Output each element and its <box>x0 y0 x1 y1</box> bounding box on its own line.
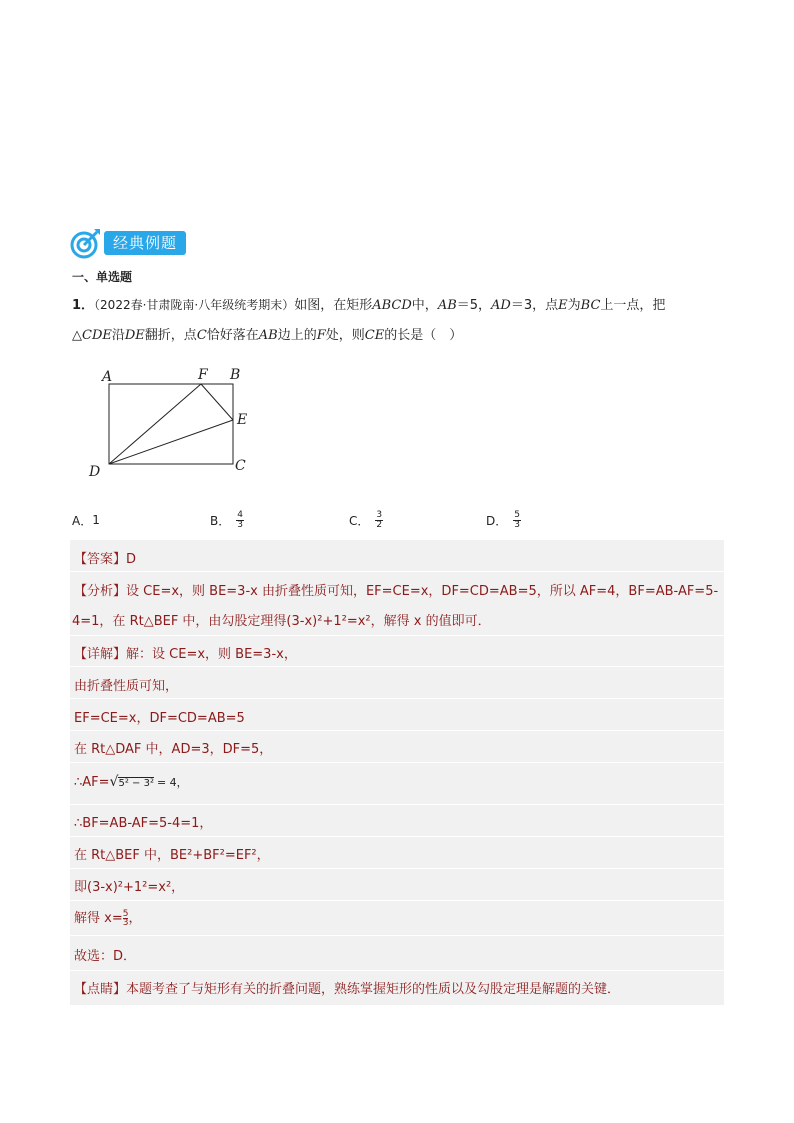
sqrt-sign: √ <box>109 774 119 790</box>
divider <box>70 698 724 699</box>
q-var: AD <box>491 298 511 313</box>
divider <box>70 730 724 731</box>
q-var: F <box>316 328 326 343</box>
label-c: C <box>235 458 246 474</box>
option-fraction <box>236 511 244 530</box>
detail-line-8: 即(3-x)²+1²=x²， <box>74 880 185 895</box>
q-text: ＝3，点 <box>510 298 559 313</box>
analysis-line-1 <box>74 580 718 599</box>
divider <box>70 935 724 936</box>
detail-line-10: 故选：D． <box>74 949 137 964</box>
q-text: 为 <box>567 298 581 313</box>
question-line-1 <box>72 290 726 321</box>
question-text <box>72 290 726 351</box>
label-a: A <box>102 369 113 385</box>
rectangle-abcd <box>109 384 233 464</box>
detail-text: ， <box>128 911 142 926</box>
label-e: E <box>237 412 248 428</box>
divider <box>70 571 724 572</box>
q-text: 沿 <box>111 328 125 343</box>
q-var: ABCD <box>372 298 412 313</box>
q-text: 翻折，点 <box>144 328 197 343</box>
q-text: △ <box>72 328 82 343</box>
q-text: 中， <box>411 298 438 313</box>
q-var: C <box>196 328 207 343</box>
segment-de <box>109 420 233 464</box>
fraction-numerator: 4 <box>237 509 243 520</box>
divider <box>70 635 724 636</box>
target-icon <box>70 227 102 259</box>
detail-line-1 <box>74 643 297 662</box>
detail-text: ∴AF= <box>74 775 110 790</box>
detail-line-3: EF=CE=x，DF=CD=AB=5 <box>74 711 245 726</box>
analysis-text: 设 CE=x，则 BE=3-x 由折叠性质可知，EF=CE=x，DF=CD=AB=5，所以 AF=4，BF=AB-AF=5- <box>126 584 719 599</box>
detail-line-2: 由折叠性质可知， <box>74 679 179 694</box>
option-c[interactable] <box>349 508 383 532</box>
fraction-numerator: 5 <box>514 509 520 520</box>
geometry-figure <box>84 362 259 484</box>
q-text: 如图，在矩形 <box>294 298 373 313</box>
q-var: AB <box>258 328 278 343</box>
comment-text: 本题考查了与矩形有关的折叠问题，熟练掌握矩形的性质以及勾股定理是解题的关键． <box>126 982 621 997</box>
q-text: 边上的 <box>277 328 317 343</box>
detail-text: 解得 x= <box>74 911 123 926</box>
comment-tag: 【点睛】 <box>74 982 127 997</box>
option-b[interactable] <box>210 508 244 532</box>
q-var: E <box>558 298 568 313</box>
divider <box>70 804 724 805</box>
answer-panel <box>70 540 724 1005</box>
fraction-numerator: 3 <box>376 509 383 520</box>
option-letter: C． <box>349 513 370 528</box>
divider <box>70 970 724 971</box>
q-text: 处，则 <box>325 328 365 343</box>
divider <box>70 868 724 869</box>
divider <box>70 836 724 837</box>
q-var: AB <box>437 298 457 313</box>
divider <box>70 666 724 667</box>
fraction-denominator: 2 <box>376 519 383 530</box>
divider <box>70 900 724 901</box>
detail-line-6: ∴BF=AB-AF=5-4=1， <box>74 816 213 831</box>
answer-options <box>72 508 726 532</box>
option-letter: A． <box>72 513 93 528</box>
question-line-2 <box>72 321 726 351</box>
fraction-denominator: 3 <box>122 918 129 928</box>
option-fraction <box>375 511 383 530</box>
q-var: BC <box>580 298 601 313</box>
section-banner <box>70 226 186 260</box>
option-fraction <box>513 511 521 530</box>
label-f: F <box>198 367 208 383</box>
banner-title: 经典例题 <box>104 231 186 255</box>
q-text: 恰好落在 <box>206 328 259 343</box>
q-text: 的长是（ ） <box>384 328 463 343</box>
detail-line-4: 在 Rt△DAF 中，AD=3，DF=5， <box>74 742 273 757</box>
divider <box>70 762 724 763</box>
q-text: 上一点，把 <box>600 298 666 313</box>
q-text: ＝5， <box>456 298 492 313</box>
analysis-tag: 【分析】 <box>74 584 127 599</box>
section-title: 一、单选题 <box>72 270 133 284</box>
answer-line <box>74 548 136 567</box>
detail-line-9 <box>74 907 141 927</box>
fraction-denominator: 3 <box>237 519 243 530</box>
fraction-numerator: 5 <box>122 909 129 919</box>
segment-fe <box>201 384 233 420</box>
segment-df <box>109 384 201 464</box>
question-number: 1． <box>72 298 95 313</box>
answer-value: D <box>126 552 137 567</box>
option-a[interactable] <box>72 508 100 532</box>
comment-line <box>74 978 620 997</box>
answer-tag: 【答案】 <box>74 552 127 567</box>
label-b: B <box>230 367 241 383</box>
sqrt-radicand: 5² − 3² <box>118 778 154 789</box>
analysis-line-2: 4=1，在 Rt△BEF 中，由勾股定理得(3-x)²+1²=x²，解得 x 的值即可． <box>72 614 491 629</box>
detail-line-5 <box>74 774 188 790</box>
fraction-denominator: 3 <box>514 519 520 530</box>
detail-tag: 【详解】 <box>74 647 127 662</box>
detail-text: = 4， <box>156 776 188 789</box>
option-value: 1 <box>92 513 100 527</box>
q-var: CDE <box>82 328 112 343</box>
question-source: （2022春·甘肃陇南·八年级统考期末） <box>94 298 295 312</box>
q-var: CE <box>364 328 385 343</box>
label-d: D <box>89 464 101 480</box>
detail-line-7: 在 Rt△BEF 中，BE²+BF²=EF²， <box>74 848 270 863</box>
option-d[interactable] <box>486 508 521 532</box>
q-var: DE <box>124 328 145 343</box>
detail-text: 解：设 CE=x，则 BE=3-x， <box>126 647 297 662</box>
option-letter: B． <box>210 513 231 528</box>
option-letter: D． <box>486 513 508 528</box>
